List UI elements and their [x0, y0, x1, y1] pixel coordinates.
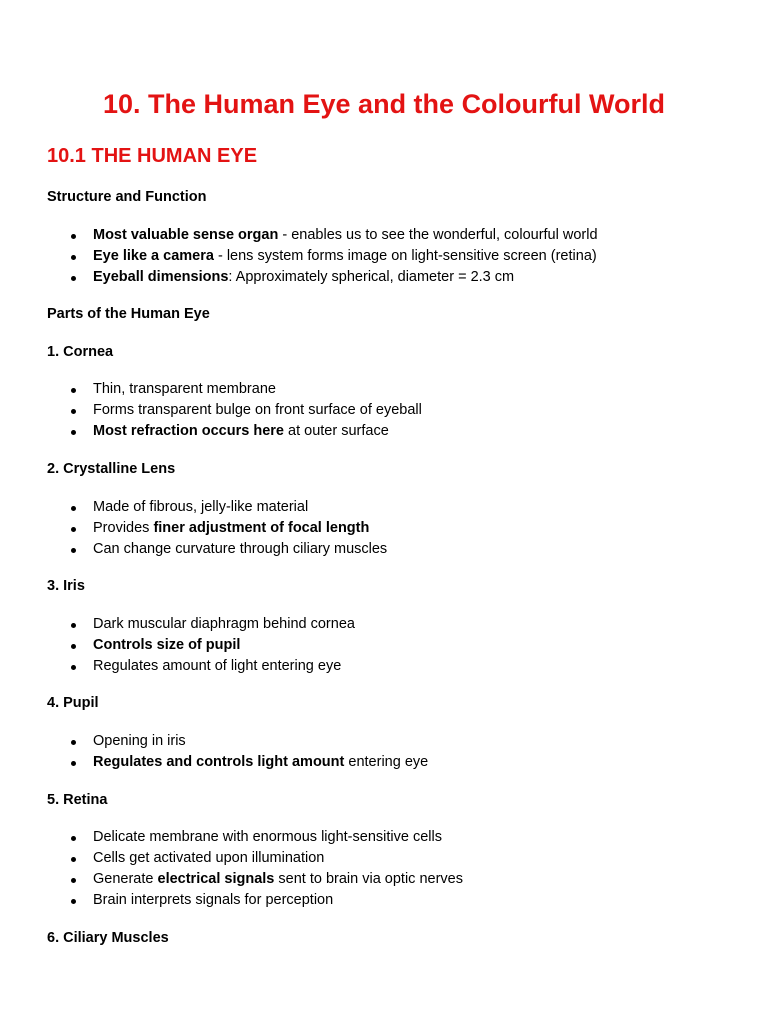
list-item: Opening in iris — [70, 731, 750, 752]
parts-heading: Parts of the Human Eye — [47, 306, 210, 322]
list-item: Most valuable sense organ - enables us to see the wonderful, colourful world — [70, 225, 750, 246]
lens-list — [70, 497, 750, 560]
list-item: Eye like a camera - lens system forms image on light-sensitive screen (retina) — [70, 246, 750, 267]
cornea-list — [70, 379, 750, 442]
iris-heading: 3. Iris — [47, 578, 85, 594]
list-item: Provides finer adjustment of focal length — [70, 518, 750, 539]
retina-heading: 5. Retina — [47, 792, 108, 808]
structure-heading: Structure and Function — [47, 189, 207, 205]
list-item: Regulates amount of light entering eye — [70, 656, 750, 677]
list-item: Dark muscular diaphragm behind cornea — [70, 614, 750, 635]
list-item: Brain interprets signals for perception — [70, 890, 750, 911]
retina-list — [70, 827, 750, 911]
document-title: 10. The Human Eye and the Colourful World — [102, 89, 666, 119]
list-item: Made of fibrous, jelly-like material — [70, 497, 750, 518]
list-item: Can change curvature through ciliary muscles — [70, 539, 750, 560]
pupil-list — [70, 731, 750, 773]
ciliary-heading: 6. Ciliary Muscles — [47, 930, 169, 946]
list-item: Forms transparent bulge on front surface of eyeball — [70, 400, 750, 421]
list-item: Controls size of pupil — [70, 635, 750, 656]
list-item: Generate electrical signals sent to brain via optic nerves — [70, 869, 750, 890]
list-item: Most refraction occurs here at outer surface — [70, 421, 750, 442]
list-item: Eyeball dimensions: Approximately spherical, diameter = 2.3 cm — [70, 267, 750, 288]
iris-list — [70, 614, 750, 677]
structure-list — [70, 225, 750, 288]
pupil-heading: 4. Pupil — [47, 695, 99, 711]
cornea-heading: 1. Cornea — [47, 344, 114, 360]
list-item: Cells get activated upon illumination — [70, 848, 750, 869]
list-item: Thin, transparent membrane — [70, 379, 750, 400]
list-item: Delicate membrane with enormous light-sensitive cells — [70, 827, 750, 848]
lens-heading: 2. Crystalline Lens — [47, 461, 176, 477]
section-heading: 10.1 THE HUMAN EYE — [47, 145, 258, 167]
list-item: Regulates and controls light amount entering eye — [70, 752, 750, 773]
